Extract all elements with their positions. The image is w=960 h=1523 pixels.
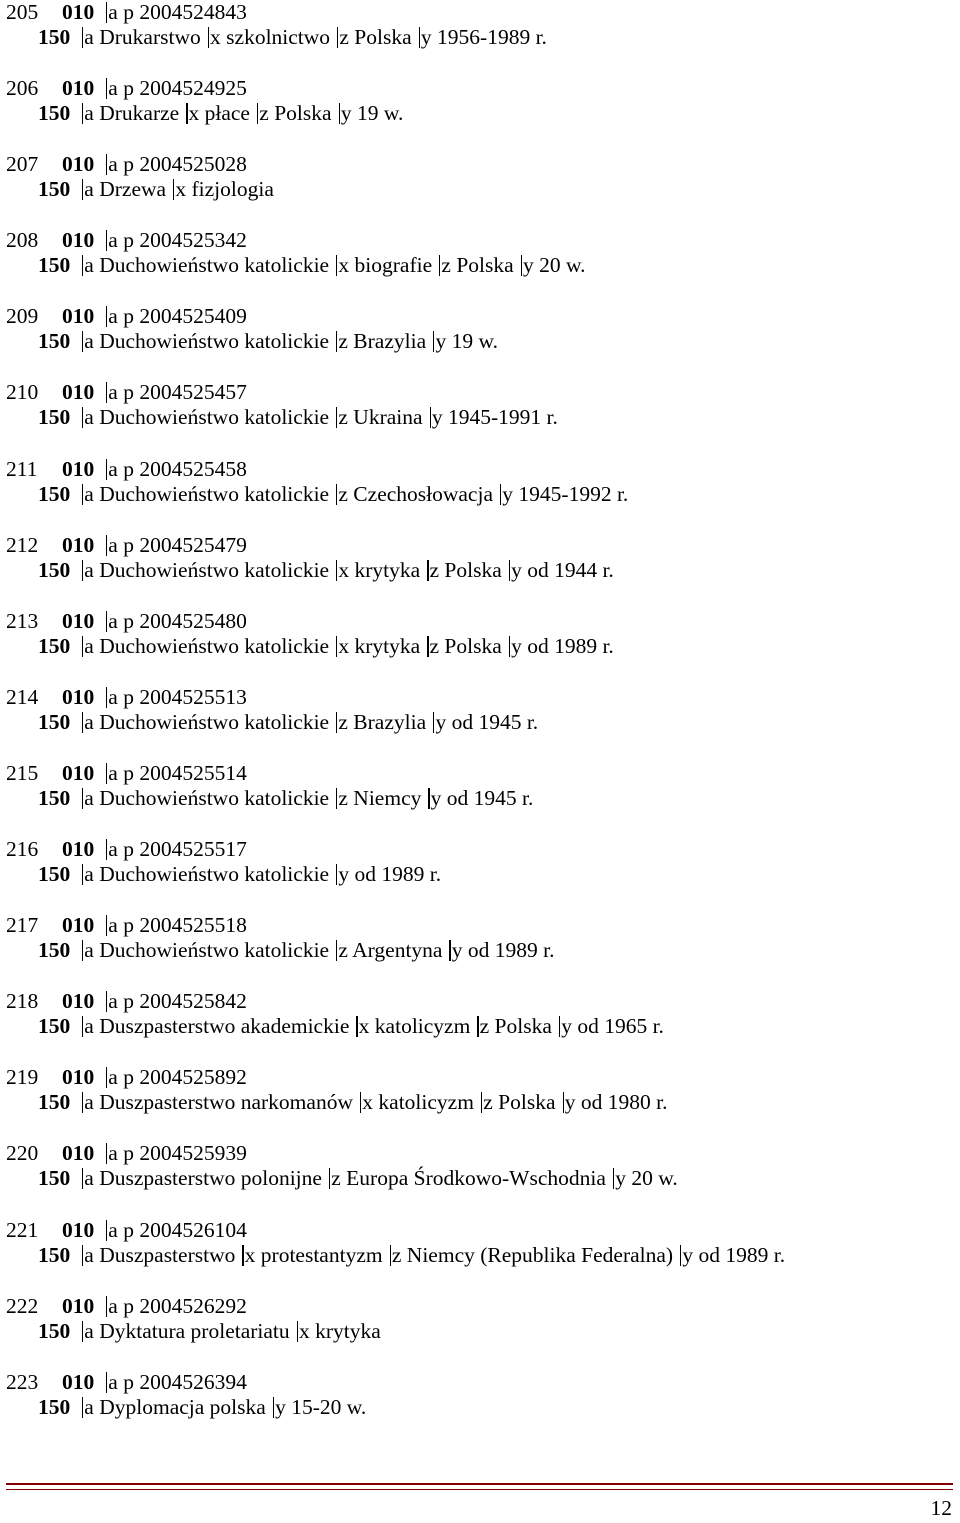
field-tag-010: 010 [62,1369,95,1394]
record-line-150 [6,1014,664,1039]
heading-subfield: a Dyplomacja polska [82,1395,266,1419]
record-entry [6,380,946,456]
record-line-150 [6,1243,785,1268]
field-tag-010: 010 [62,380,95,405]
record-number: 221 [6,1217,39,1242]
record-line-010 [6,457,247,482]
record-number: 216 [6,837,39,862]
field-tag-010: 010 [62,1065,95,1090]
record-number: 213 [6,608,39,633]
control-number-subfield: a p 2004525480 [106,609,247,633]
record-line-010 [6,1065,247,1090]
record-number: 222 [6,1293,39,1318]
heading-subfield: y 20 w. [521,253,586,277]
field-tag-010: 010 [62,913,95,938]
heading-subfield: z Niemcy [336,786,421,810]
field-tag-150: 150 [38,405,71,430]
field-tag-150: 150 [38,25,71,49]
record-entry [6,76,946,152]
control-number-subfield: a p 2004525518 [106,913,247,937]
heading-subfield: a Duchowieństwo katolickie [82,405,329,429]
heading-subfield: x biografie [336,253,432,277]
record-line-150 [6,634,614,659]
heading-subfield: y 1945-1992 r. [500,482,628,506]
record-line-010 [6,76,247,101]
heading-subfield: z Ukraina [336,405,422,429]
field-tag-150: 150 [38,101,71,126]
heading-subfield: z Polska [439,253,514,277]
record-line-010 [6,837,247,862]
record-number: 215 [6,760,39,785]
field-tag-150: 150 [38,709,71,734]
heading-subfield: y od 1944 r. [509,558,614,582]
heading-subfield: a Duchowieństwo katolickie [82,634,329,658]
record-entry [6,228,946,304]
control-number-subfield: a p 2004525842 [106,989,247,1013]
record-number: 209 [6,304,39,329]
heading-subfield: a Duszpasterstwo narkomanów [82,1090,353,1114]
field-tag-010: 010 [62,76,95,101]
record-line-010 [6,304,247,329]
field-tag-150: 150 [38,938,71,963]
heading-subfield: z Brazylia [336,329,426,353]
heading-subfield: y od 1945 r. [428,786,533,810]
heading-subfield: x katolicyzm [360,1090,474,1114]
heading-subfield: y od 1945 r. [433,710,538,734]
field-tag-010: 010 [62,228,95,253]
heading-subfield: x szkolnictwo [208,25,330,49]
record-entry [6,1370,946,1446]
record-line-150 [6,862,441,887]
heading-subfield: z Polska [427,634,502,658]
heading-subfield: a Duchowieństwo katolickie [82,558,329,582]
record-line-010 [6,228,247,253]
heading-subfield: z Niemcy (Republika Federalna) [390,1243,673,1267]
authority-record-list [6,0,946,1446]
field-tag-150: 150 [38,1166,71,1191]
heading-subfield: x katolicyzm [356,1014,470,1038]
heading-subfield: z Argentyna [336,938,442,962]
record-line-150 [6,710,538,735]
record-entry [6,304,946,380]
heading-subfield: a Duszpasterstwo polonijne [82,1166,322,1190]
record-entry [6,1141,946,1217]
record-number: 206 [6,76,39,101]
record-number: 217 [6,913,39,938]
record-number: 205 [6,0,39,24]
field-tag-150: 150 [38,177,71,202]
record-entry [6,1294,946,1370]
heading-subfield: x płace [186,101,250,125]
heading-subfield: z Polska [481,1090,556,1114]
record-line-150 [6,938,555,963]
record-entry [6,533,946,609]
record-entry [6,0,946,76]
record-number: 211 [6,456,38,481]
field-tag-010: 010 [62,0,95,24]
heading-subfield: a Duchowieństwo katolickie [82,482,329,506]
heading-subfield: y od 1989 r. [336,862,441,886]
control-number-subfield: a p 2004526394 [106,1370,247,1394]
record-number: 207 [6,152,39,177]
record-entry [6,837,946,913]
record-line-150 [6,558,614,583]
control-number-subfield: a p 2004525892 [106,1065,247,1089]
heading-subfield: x fizjologia [173,177,274,201]
record-line-010 [6,380,247,405]
field-tag-150: 150 [38,481,71,506]
field-tag-010: 010 [62,1141,95,1166]
record-line-150 [6,1395,366,1420]
field-tag-010: 010 [62,760,95,785]
control-number-subfield: a p 2004526292 [106,1294,247,1318]
field-tag-010: 010 [62,1293,95,1318]
heading-subfield: a Duchowieństwo katolickie [82,253,329,277]
field-tag-150: 150 [38,1318,71,1343]
heading-subfield: a Duszpasterstwo [82,1243,235,1267]
field-tag-150: 150 [38,253,71,278]
record-number: 210 [6,380,39,405]
control-number-subfield: a p 2004525479 [106,533,247,557]
heading-subfield: y 1956-1989 r. [419,25,547,49]
control-number-subfield: a p 2004525409 [106,304,247,328]
control-number-subfield: a p 2004525513 [106,685,247,709]
heading-subfield: a Dyktatura proletariatu [82,1319,290,1343]
record-entry [6,761,946,837]
record-number: 220 [6,1141,39,1166]
heading-subfield: x krytyka [297,1319,381,1343]
field-tag-150: 150 [38,785,71,810]
heading-subfield: y 1945-1991 r. [430,405,558,429]
field-tag-150: 150 [38,557,71,582]
record-line-010 [6,609,247,634]
heading-subfield: a Drzewa [82,177,166,201]
heading-subfield: z Polska [337,25,412,49]
field-tag-010: 010 [62,989,95,1014]
heading-subfield: a Drukarstwo [82,25,201,49]
heading-subfield: a Duchowieństwo katolickie [82,710,329,734]
heading-subfield: y od 1989 r. [509,634,614,658]
record-line-010 [6,1370,247,1395]
heading-subfield: z Czechosłowacja [336,482,493,506]
record-entry [6,1065,946,1141]
heading-subfield: z Polska [427,558,502,582]
heading-subfield: z Polska [257,101,332,125]
record-line-010 [6,761,247,786]
heading-subfield: y od 1980 r. [563,1090,668,1114]
record-entry [6,609,946,685]
heading-subfield: y od 1965 r. [559,1014,664,1038]
control-number-subfield: a p 2004525028 [106,152,247,176]
field-tag-010: 010 [62,532,95,557]
field-tag-010: 010 [62,608,95,633]
heading-subfield: a Duchowieństwo katolickie [82,786,329,810]
record-entry [6,913,946,989]
heading-subfield: a Duchowieństwo katolickie [82,329,329,353]
heading-subfield: x krytyka [336,558,420,582]
record-line-150 [6,329,498,354]
field-tag-010: 010 [62,456,95,481]
record-line-010 [6,989,247,1014]
record-line-150 [6,1166,678,1191]
control-number-subfield: a p 2004526104 [106,1218,247,1242]
record-line-010 [6,1218,247,1243]
heading-subfield: a Duchowieństwo katolickie [82,938,329,962]
heading-subfield: z Europa Środkowo-Wschodnia [329,1166,606,1190]
record-line-150 [6,253,586,278]
field-tag-010: 010 [62,304,95,329]
record-line-150 [6,786,533,811]
record-entry [6,1218,946,1294]
record-number: 212 [6,532,39,557]
field-tag-150: 150 [38,633,71,658]
control-number-subfield: a p 2004525342 [106,228,247,252]
heading-subfield: a Duchowieństwo katolickie [82,862,329,886]
record-line-150 [6,177,274,202]
field-tag-010: 010 [62,1217,95,1242]
heading-subfield: z Brazylia [336,710,426,734]
record-line-010 [6,533,247,558]
control-number-subfield: a p 2004525457 [106,380,247,404]
footer-rule [6,1483,953,1490]
heading-subfield: y 20 w. [613,1166,678,1190]
record-line-010 [6,1294,247,1319]
heading-subfield: y 19 w. [433,329,498,353]
heading-subfield: a Duszpasterstwo akademickie [82,1014,349,1038]
record-entry [6,152,946,228]
record-line-150 [6,482,628,507]
record-line-010 [6,685,247,710]
control-number-subfield: a p 2004525939 [106,1141,247,1165]
field-tag-150: 150 [38,1394,71,1419]
control-number-subfield: a p 2004525458 [106,457,247,481]
heading-subfield: y 15-20 w. [273,1395,366,1419]
field-tag-010: 010 [62,152,95,177]
record-entry [6,989,946,1065]
field-tag-150: 150 [38,1014,71,1039]
record-line-010 [6,0,247,25]
page-number: 12 [930,1496,952,1520]
record-line-150 [6,25,547,50]
field-tag-010: 010 [62,837,95,862]
heading-subfield: y od 1989 r. [680,1243,785,1267]
record-number: 223 [6,1369,39,1394]
heading-subfield: z Polska [477,1014,552,1038]
control-number-subfield: a p 2004525514 [106,761,247,785]
record-number: 214 [6,684,39,709]
record-line-010 [6,913,247,938]
heading-subfield: x protestantyzm [242,1243,382,1267]
field-tag-010: 010 [62,684,95,709]
heading-subfield: y od 1989 r. [449,938,554,962]
record-line-150 [6,101,403,126]
heading-subfield: a Drukarze [82,101,179,125]
record-number: 219 [6,1065,39,1090]
heading-subfield: y 19 w. [339,101,404,125]
field-tag-150: 150 [38,1090,71,1115]
control-number-subfield: a p 2004524925 [106,76,247,100]
control-number-subfield: a p 2004525517 [106,837,247,861]
record-entry [6,457,946,533]
record-number: 208 [6,228,39,253]
field-tag-150: 150 [38,862,71,887]
field-tag-150: 150 [38,329,71,354]
control-number-subfield: a p 2004524843 [106,0,247,24]
record-entry [6,685,946,761]
record-line-150 [6,1319,381,1344]
record-number: 218 [6,989,39,1014]
record-line-010 [6,1141,247,1166]
heading-subfield: x krytyka [336,634,420,658]
record-line-150 [6,405,558,430]
record-line-010 [6,152,247,177]
field-tag-150: 150 [38,1242,71,1267]
record-line-150 [6,1090,668,1115]
